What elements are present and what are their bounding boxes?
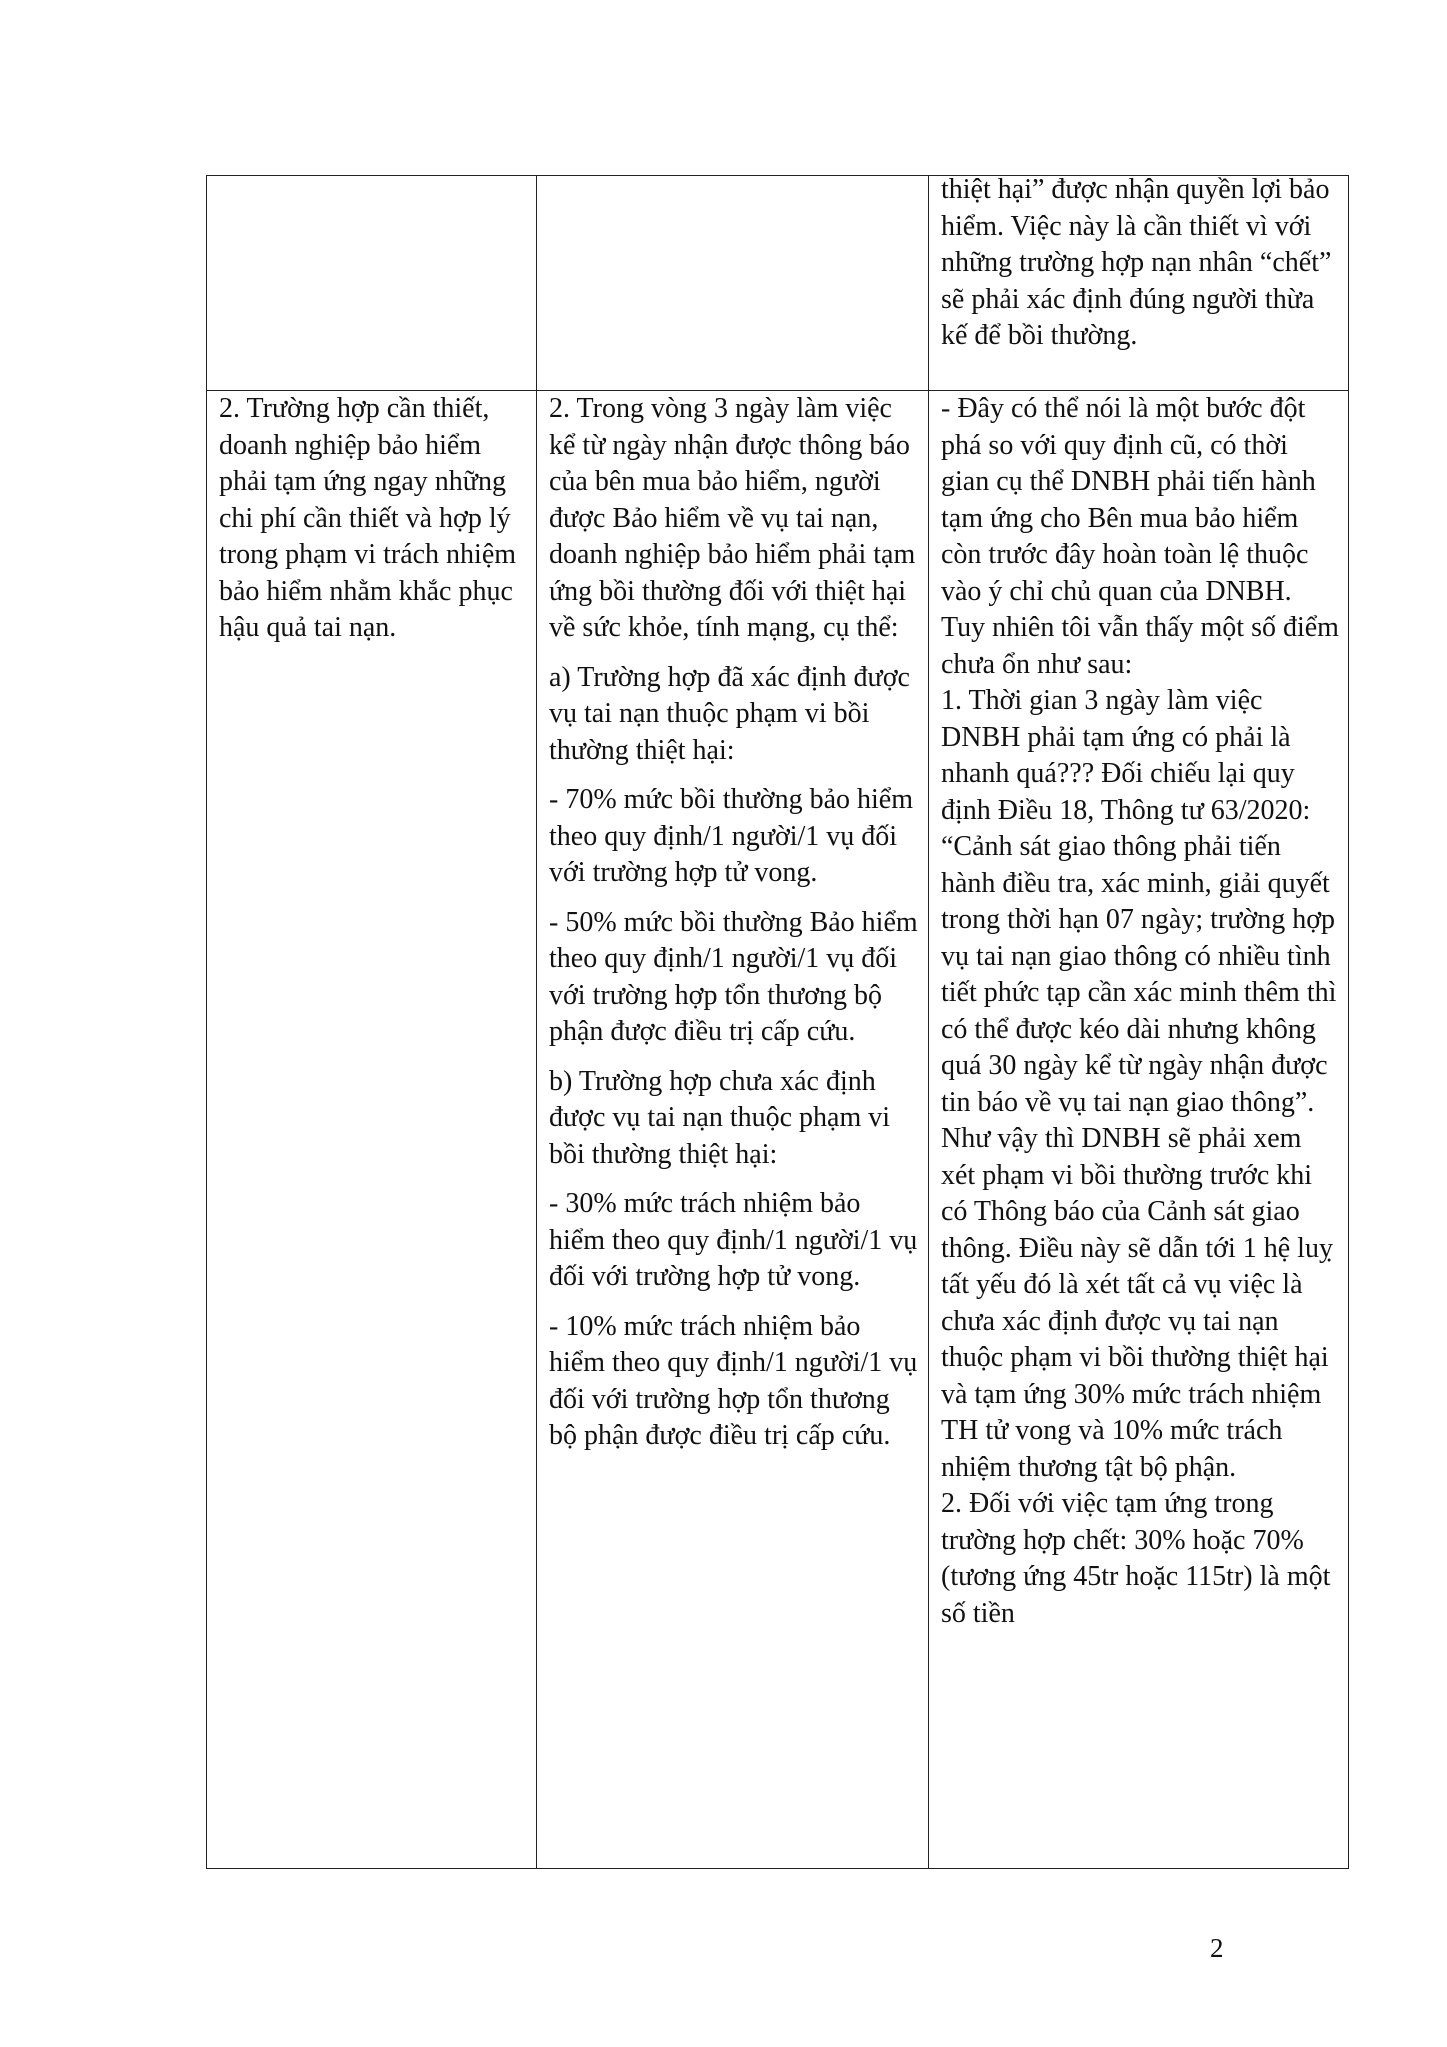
- paragraph: - 30% mức trách nhiệm bảo hiểm theo quy định/1 người/1 vụ đối với trường hợp tử vong.: [549, 1188, 918, 1292]
- cell-text: thiệt hại” được nhận quyền lợi bảo hiểm. Việc này là cần thiết vì với những trường hợp nạn nhân “chết” sẽ phải xác định đúng người thừa kế để bồi thường.: [941, 174, 1332, 351]
- paragraph: b) Trường hợp chưa xác định được vụ tai nạn thuộc phạm vi bồi thường thiệt hại:: [549, 1065, 891, 1170]
- cell-row2-col2: [537, 391, 929, 1869]
- paragraph: - 50% mức bồi thường Bảo hiểm theo quy định/1 người/1 vụ đối với trường hợp tổn thương bộ phận được điều trị cấp cứu.: [549, 906, 918, 1047]
- paragraph: 2. Trong vòng 3 ngày làm việc kể từ ngày nhận được thông báo của bên mua bảo hiểm, người được Bảo hiểm về vụ tai nạn, doanh nghiệp bảo hiểm phải tạm ứng bồi thường đối với thiệt hại về sức khỏe, tính mạng, cụ thể:: [549, 393, 916, 643]
- cell-row2-col1: [207, 391, 537, 1869]
- paragraph: Tuy nhiên tôi vẫn thấy một số điểm chưa ổn như sau:: [941, 612, 1339, 680]
- cell-row1-col1: [207, 176, 537, 391]
- paragraph: 1. Thời gian 3 ngày làm việc DNBH phải tạm ứng có phải là nhanh quá??? Đối chiếu lại quy định Điều 18, Thông tư 63/2020: “Cảnh sát giao thông phải tiến hành điều tra, xác minh, giải quyết trong thời hạn 07 ngày; trường hợp vụ tai nạn giao thông có nhiều tình tiết phức tạp cần xác minh thêm thì có thể được kéo dài nhưng không quá 30 ngày kể từ ngày nhận được tin báo về vụ tai nạn giao thông”. Như vậy thì DNBH sẽ phải xem xét phạm vi bồi thường trước khi có Thông báo của Cảnh sát giao thông. Điều này sẽ dẫn tới 1 hệ luỵ tất yếu đó là xét tất cả vụ việc là chưa xác định được vụ tai nạn thuộc phạm vi bồi thường thiệt hại và tạm ứng 30% mức trách nhiệm TH tử vong và 10% mức trách nhiệm thương tật bộ phận.: [941, 685, 1337, 1483]
- page-number: 2: [1210, 1933, 1224, 1963]
- cell-text: 2. Trường hợp cần thiết, doanh nghiệp bảo hiểm phải tạm ứng ngay những chi phí cần thiết và hợp lý trong phạm vi trách nhiệm bảo hiểm nhằm khắc phục hậu quả tai nạn.: [219, 393, 517, 643]
- paragraph: a) Trường hợp đã xác định được vụ tai nạn thuộc phạm vi bồi thường thiệt hại:: [549, 661, 910, 766]
- table-row: [207, 391, 1349, 1869]
- paragraph: 2. Đối với việc tạm ứng trong trường hợp chết: 30% hoặc 70% (tương ứng 45tr hoặc 115tr) là một số tiền: [941, 1488, 1331, 1629]
- table-row: [207, 176, 1349, 391]
- paragraph: - 70% mức bồi thường bảo hiểm theo quy định/1 người/1 vụ đối với trường hợp tử vong.: [549, 784, 913, 888]
- paragraph: - 10% mức trách nhiệm bảo hiểm theo quy định/1 người/1 vụ đối với trường hợp tổn thương bộ phận được điều trị cấp cứu.: [549, 1310, 918, 1451]
- cell-row2-col3: [929, 391, 1349, 1869]
- comparison-table: [206, 175, 1349, 1869]
- paragraph: - Đây có thể nói là một bước đột phá so với quy định cũ, có thời gian cụ thể DNBH phải tiến hành tạm ứng cho Bên mua bảo hiểm còn trước đây hoàn toàn lệ thuộc vào ý chỉ chủ quan của DNBH.: [941, 393, 1316, 607]
- cell-row1-col3: [929, 176, 1349, 391]
- cell-row1-col2: [537, 176, 929, 391]
